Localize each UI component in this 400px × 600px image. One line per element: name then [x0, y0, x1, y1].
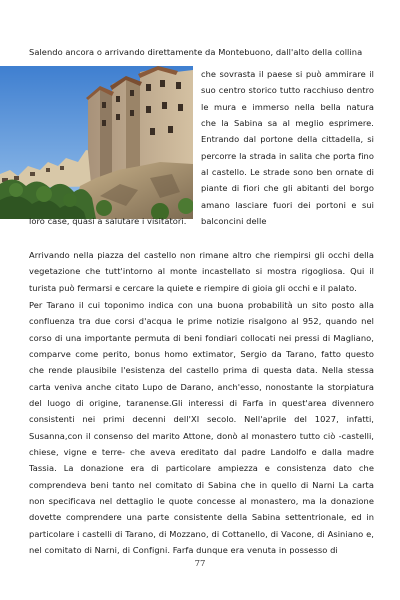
paragraph-1-lead: Salendo ancora o arrivando direttamente da Montebuono, dall'alto della collina [29, 47, 363, 57]
page-number: 77 [194, 559, 206, 569]
tarano-village-photo [0, 66, 193, 219]
paragraph-1-tail: loro case, quasi a salutare i visitatori. [29, 216, 187, 226]
paragraph-2: Arrivando nella piazza del castello non rimane altro che riempirsi gli occhi della vegetazione che tutt'intorno al monte incastellato si mostra rigogliosa. Qui il turista può fermarsi e cercare la quiete e riempire di gioia gli occhi e il palato. [29, 250, 374, 293]
paragraph-1-wrap: che sovrasta il paese si può ammirare il suo centro storico tutto racchiuso dentro le mura e immerso nella bella natura che la Sabina sa al meglio esprimere. Entrando dal portone della cittadella, si percorre la strada in salita che porta fino al castello. Le strade sono ben ornate di piante di fiori che gli abitanti del borgo amano lasciare fuori dei portoni e sui balconcini delle [201, 69, 374, 227]
paragraph-3: Per Tarano il cui toponimo indica con una buona probabilità un sito posto alla confluenza tra due corsi d'acqua le prime notizie risalgono al 952, quando nel corso di una importante permuta di beni fondiari collocati nei pressi di Magliano, comparve come perito, bonus homo extimator, Sergio da Tarano, fatto questo che rende plausibile l'esistenza del castello prima di questa data. Nella stessa carta veniva anche citato Lupo de Darano, anch'esso, nonostante la storpiatura del luogo di origine, taranense.Gli interessi di Farfa in quest'area divennero consistenti nei primi decenni dell'XI secolo. Nell'aprile del 1027, infatti, Susanna,con il consenso del marito Attone, donò al monastero tutto ciò -castelli, chiese, vigne e terre- che aveva ereditato dal padre Landolfo e dalla madre Tassia. La donazione era di particolare ampiezza e consistenza dato che comprendeva beni tanto nel comitato di Sabina che in quello di Narni La carta non specificava nel dettaglio le quote concesse al monastero, ma la donazione dovette comprendere una parte consistente della Sabina settentrionale, ed in particolare i castelli di Tarano, di Mozzano, di Cottanello, di Vacone, di Asiniano e, nel comitato di Narni, di Configni. Farfa dunque era venuta in possesso di [29, 300, 374, 556]
